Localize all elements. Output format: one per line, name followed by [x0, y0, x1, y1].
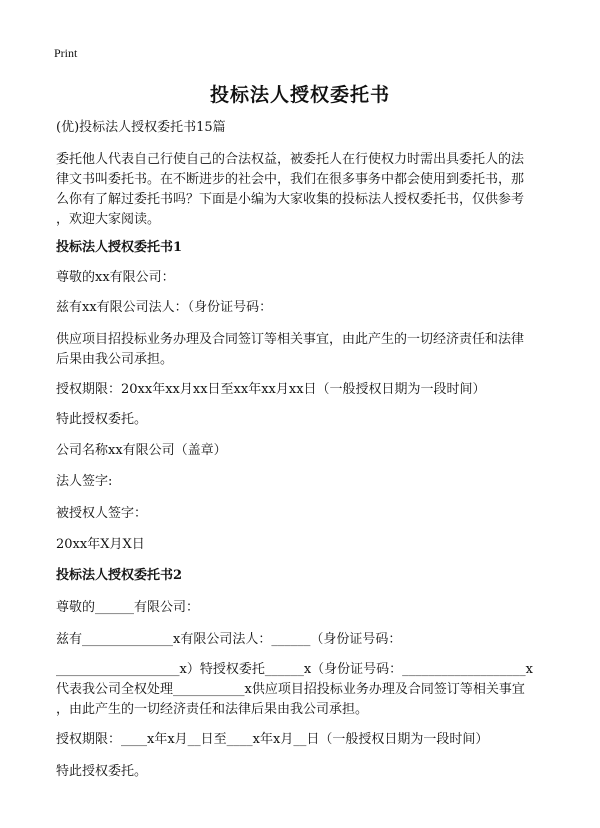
intro-line: 委托他人代表自己行使自己的合法权益，被委托人在行使权力时需出具委托人的法: [56, 152, 525, 167]
intro-line: 律文书叫委托书。在不断进步的社会中，我们在很多事务中都会使用到委托书，那: [56, 172, 525, 187]
salutation: 尊敬的______有限公司：: [56, 600, 200, 615]
body-line: ，由此产生的一切经济责任和法律后果由我公司承担。: [56, 702, 369, 717]
closing-text: 特此授权委托。: [56, 412, 148, 427]
section-heading: 投标法人授权委托书1: [56, 240, 183, 255]
authorization-line: 兹有______________x有限公司法人：______（身份证号码：: [56, 632, 402, 647]
salutation: 尊敬的xx有限公司：: [56, 270, 175, 285]
print-label[interactable]: Print: [54, 46, 78, 60]
authorization-period: 授权期限：20xx年xx月xx日至xx年xx月xx日（一般授权日期为一段时间）: [56, 382, 486, 397]
body-line: 代表我公司全权处理___________x供应项目招投标业务办理及合同签订等相关事宜: [56, 682, 525, 697]
closing-text: 特此授权委托。: [56, 764, 148, 779]
body-line: 后果由我公司承担。: [56, 352, 174, 367]
section-heading: 投标法人授权委托书2: [56, 568, 183, 583]
authorization-line: 兹有xx有限公司法人：（身份证号码：: [56, 300, 273, 315]
company-name: 公司名称xx有限公司（盖章）: [56, 443, 227, 458]
document-title: 投标法人授权委托书: [209, 84, 390, 106]
authorization-period: 授权期限：____x年x月__日至____x年x月__日（一般授权日期为一段时间）: [56, 732, 489, 747]
body-line: ___________________x）特授权委托______x（身份证号码：___________________x: [56, 662, 533, 677]
document-subtitle: (优)投标法人授权委托书15篇: [56, 120, 226, 135]
intro-line: ，欢迎大家阅读。: [56, 212, 161, 227]
agent-signature: 被授权人签字：: [56, 506, 148, 521]
intro-line: 么你有了解过委托书吗？下面是小编为大家收集的投标法人授权委托书，仅供参考: [56, 192, 525, 207]
body-line: 供应项目招投标业务办理及合同签订等相关事宜，由此产生的一切经济责任和法律: [56, 332, 525, 347]
legal-signature: 法人签字:: [56, 474, 113, 489]
document-date: 20xx年X月X日: [56, 537, 145, 552]
